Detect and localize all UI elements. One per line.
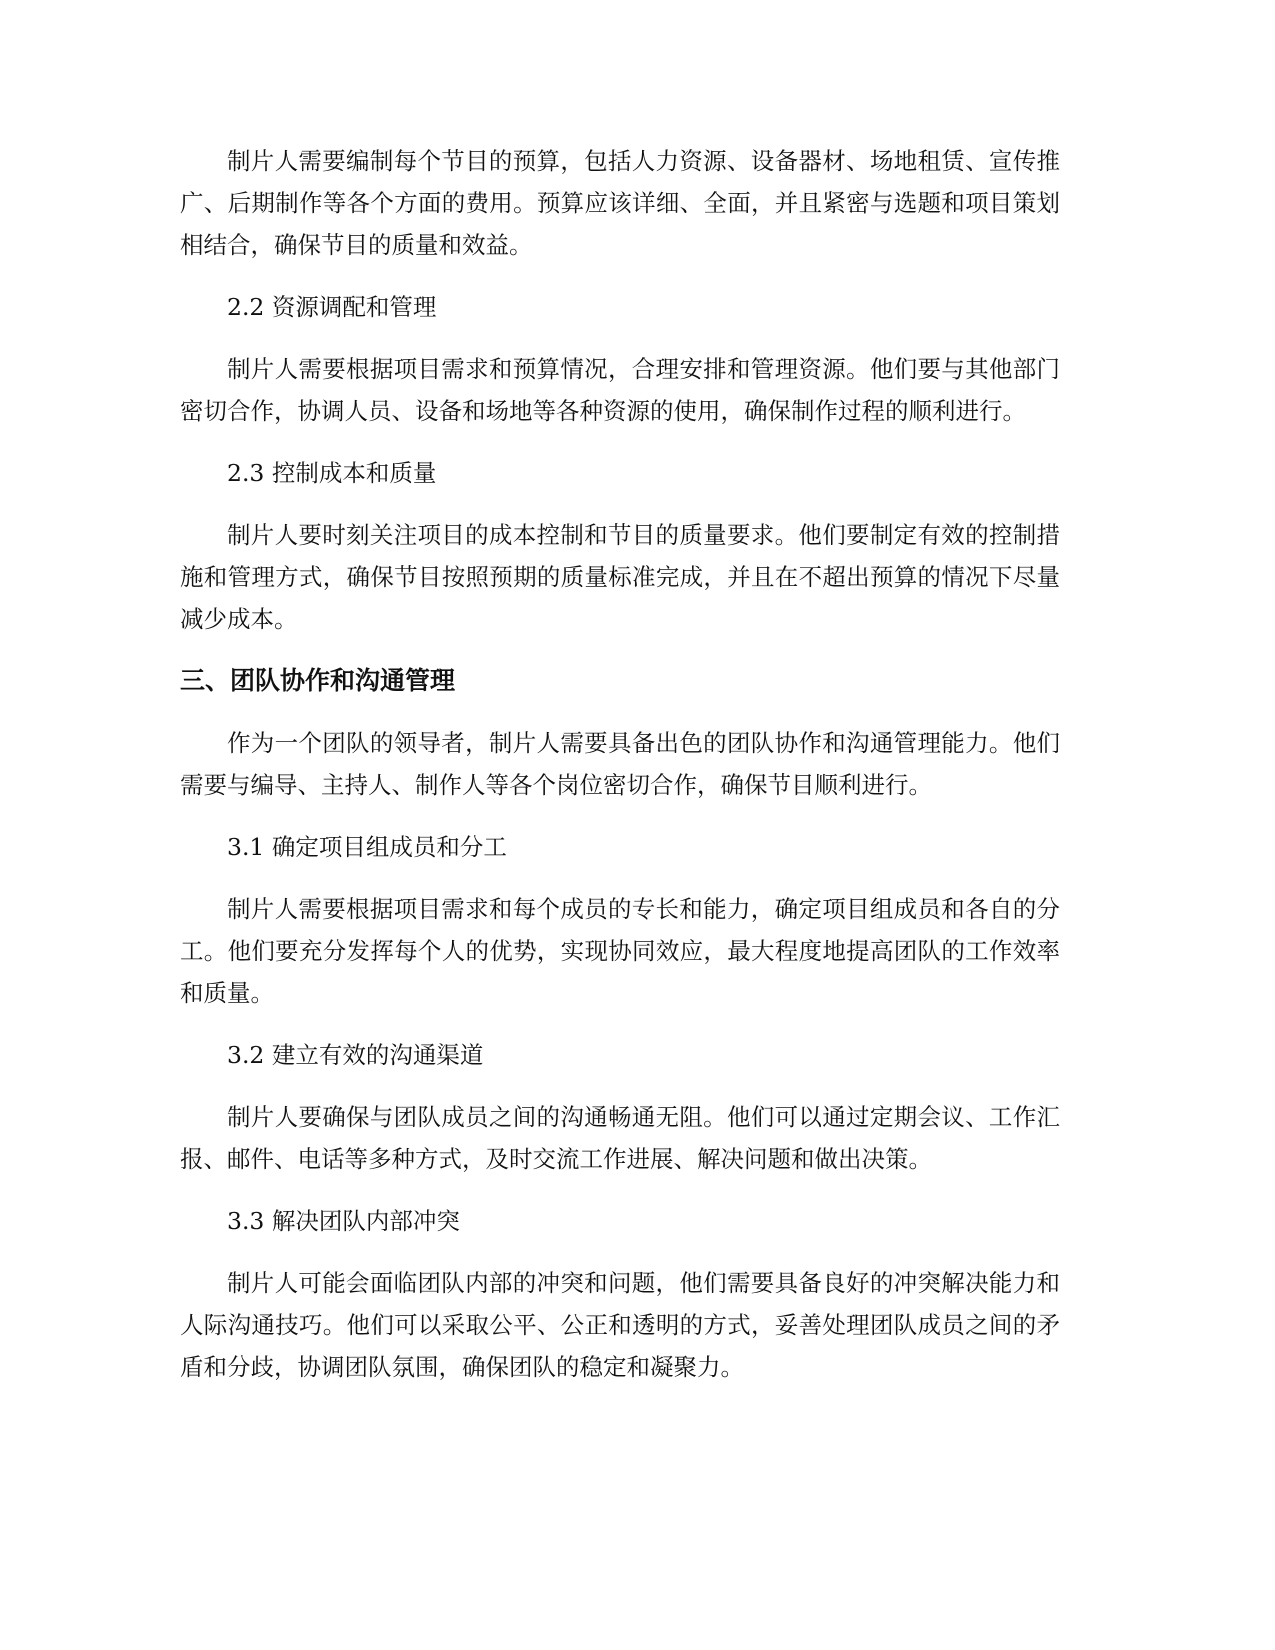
paragraph-communication: 制片人要确保与团队成员之间的沟通畅通无阻。他们可以通过定期会议、工作汇报、邮件、电话等多种方式，及时交流工作进展、解决问题和做出决策。 <box>180 1103 1060 1173</box>
section-heading-3: 三、团队协作和沟通管理 <box>180 666 456 695</box>
subheading-2-2: 2.2 资源调配和管理 <box>227 293 437 321</box>
paragraph-conflict: 制片人可能会面临团队内部的冲突和问题，他们需要具备良好的冲突解决能力和人际沟通技巧。他们可以采取公平、公正和透明的方式，妥善处理团队成员之间的矛盾和分歧，协调团队氛围，确保团队的稳定和凝聚力。 <box>180 1269 1060 1381</box>
subheading-3-2: 3.2 建立有效的沟通渠道 <box>227 1041 484 1069</box>
paragraph-team-members: 制片人需要根据项目需求和每个成员的专长和能力，确定项目组成员和各自的分工。他们要充分发挥每个人的优势，实现协同效应，最大程度地提高团队的工作效率和质量。 <box>180 895 1060 1007</box>
paragraph-budget: 制片人需要编制每个节目的预算，包括人力资源、设备器材、场地租赁、宣传推广、后期制作等各个方面的费用。预算应该详细、全面，并且紧密与选题和项目策划相结合，确保节目的质量和效益。 <box>180 147 1060 259</box>
document-body <box>180 140 1060 1388</box>
paragraph-team-intro: 作为一个团队的领导者，制片人需要具备出色的团队协作和沟通管理能力。他们需要与编导、主持人、制作人等各个岗位密切合作，确保节目顺利进行。 <box>180 729 1060 799</box>
subheading-3-3: 3.3 解决团队内部冲突 <box>227 1207 460 1235</box>
paragraph-cost-quality: 制片人要时刻关注项目的成本控制和节目的质量要求。他们要制定有效的控制措施和管理方式，确保节目按照预期的质量标准完成，并且在不超出预算的情况下尽量减少成本。 <box>180 521 1060 633</box>
paragraph-resources: 制片人需要根据项目需求和预算情况，合理安排和管理资源。他们要与其他部门密切合作，协调人员、设备和场地等各种资源的使用，确保制作过程的顺利进行。 <box>180 355 1060 425</box>
subheading-2-3: 2.3 控制成本和质量 <box>227 459 437 487</box>
subheading-3-1: 3.1 确定项目组成员和分工 <box>227 833 507 861</box>
